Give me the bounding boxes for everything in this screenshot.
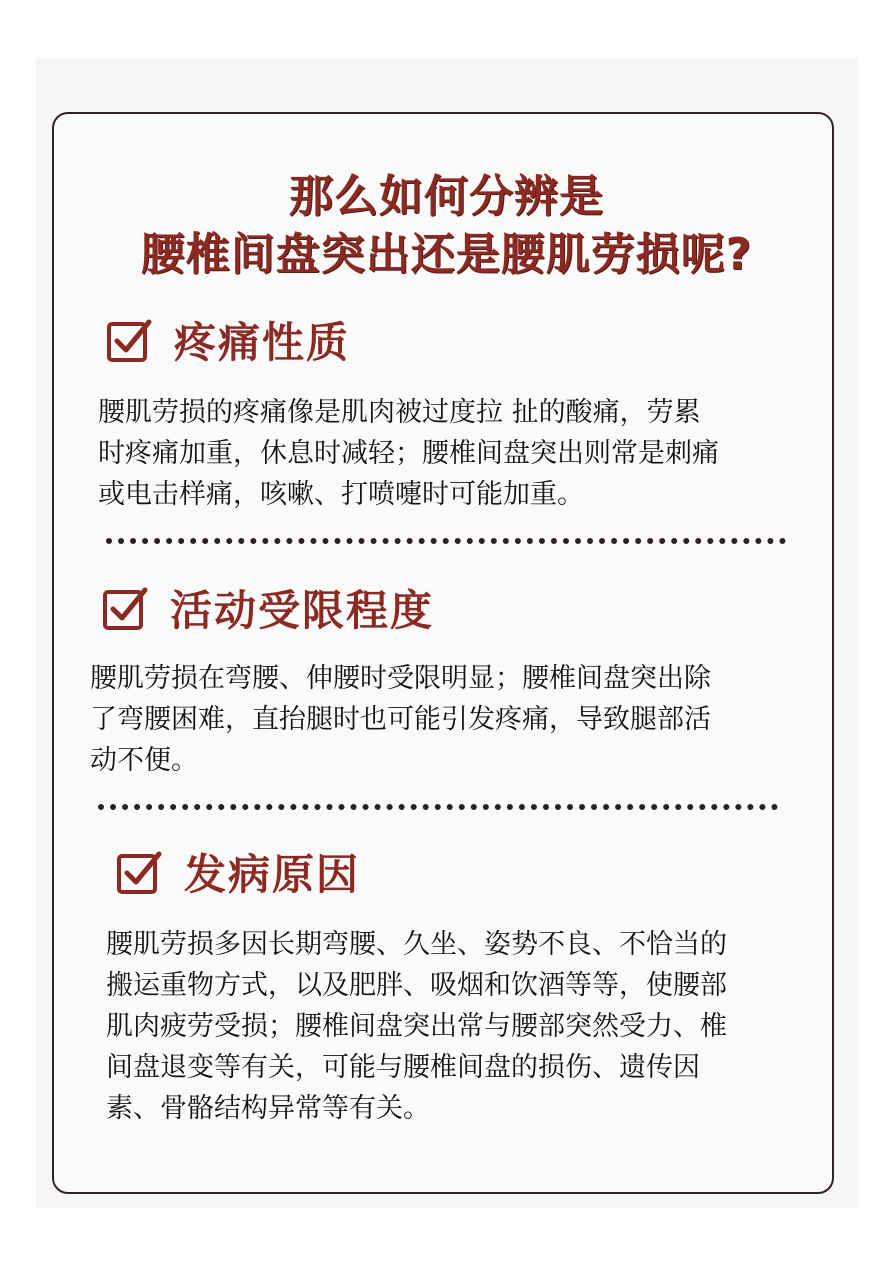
section-2-line-1: 腰肌劳损在弯腰、伸腰时受限明显；腰椎间盘突出除 (90, 663, 711, 694)
page-title-line-1: 那么如何分辨是 (289, 171, 604, 222)
section-1-body (98, 392, 719, 515)
page-title-line-2: 腰椎间盘突出还是腰肌劳损呢? (140, 229, 753, 280)
checkbox-checked-icon (116, 849, 162, 895)
section-2-line-3: 动不便。 (90, 745, 198, 776)
dotted-divider-2 (98, 804, 778, 810)
section-2-body (90, 658, 711, 781)
section-1-heading (106, 310, 350, 370)
section-1-line-2: 时疼痛加重，休息时减轻；腰椎间盘突出则常是刺痛 (98, 438, 719, 469)
section-2-line-2: 了弯腰困难，直抬腿时也可能引发疼痛，导致腿部活 (90, 704, 711, 735)
section-3-title: 发病原因 (184, 850, 361, 899)
section-1-line-1: 腰肌劳损的疼痛像是肌肉被过度拉 扯的酸痛，劳累 (98, 397, 701, 428)
section-3-line-3: 肌肉疲劳受损；腰椎间盘突出常与腰部突然受力、椎 (106, 1011, 727, 1042)
dotted-divider-1 (106, 538, 786, 544)
checkbox-checked-icon (102, 585, 148, 631)
section-2-heading (102, 578, 434, 638)
section-1-title: 疼痛性质 (174, 318, 351, 367)
section-3-line-2: 搬运重物方式，以及肥胖、吸烟和饮酒等等，使腰部 (106, 970, 727, 1001)
section-3-heading (116, 842, 360, 902)
section-3-line-5: 素、骨骼结构异常等有关。 (106, 1093, 430, 1124)
section-3-line-1: 腰肌劳损多因长期弯腰、久坐、姿势不良、不恰当的 (106, 929, 727, 960)
section-2-title: 活动受限程度 (170, 586, 435, 635)
section-3-line-4: 间盘退变等有关，可能与腰椎间盘的损伤、遗传因 (106, 1052, 700, 1083)
checkbox-checked-icon (106, 317, 152, 363)
section-1-line-3: 或电击样痛，咳嗽、打喷嚏时可能加重。 (98, 479, 584, 510)
section-3-body (106, 924, 727, 1129)
